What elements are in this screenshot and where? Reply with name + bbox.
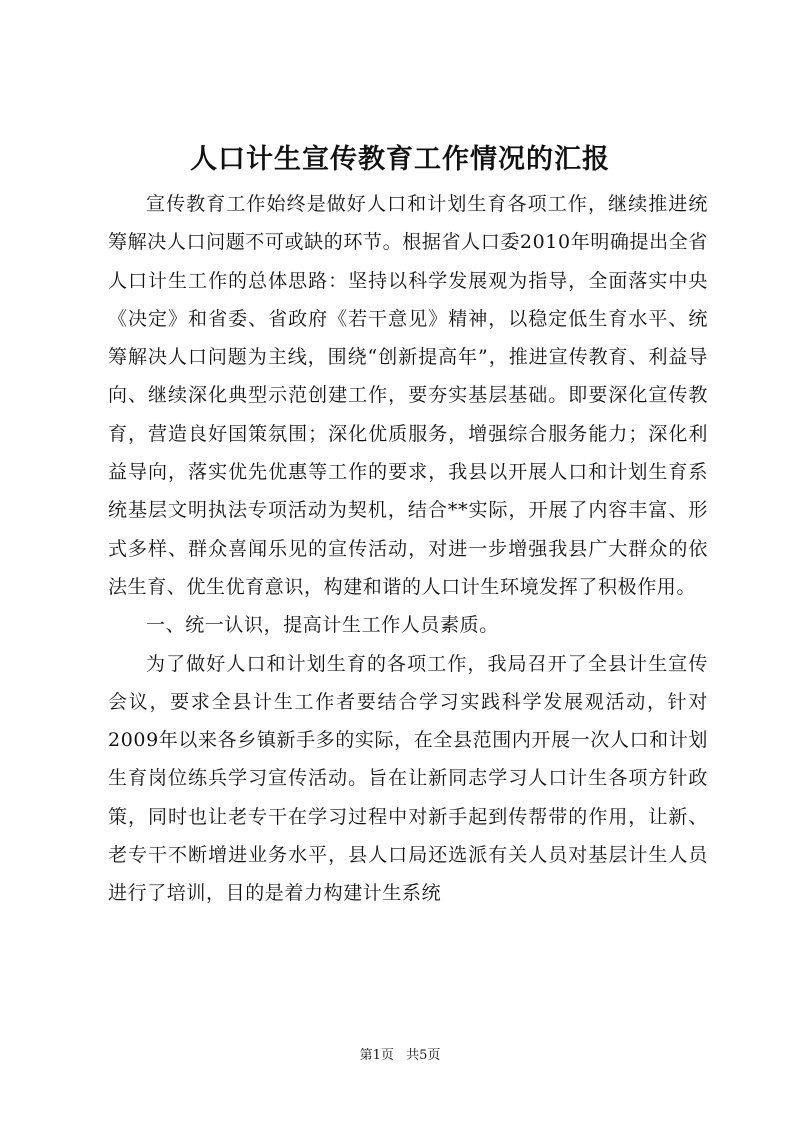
page-number: 第1页 bbox=[359, 1048, 394, 1063]
document-title: 人口计生宣传教育工作情况的汇报 bbox=[190, 144, 610, 175]
document-body bbox=[108, 185, 708, 913]
section-heading-1: 一、统一认识，提高计生工作人员素质。 bbox=[146, 614, 499, 637]
page-footer bbox=[0, 1047, 800, 1065]
page-total: 共5页 bbox=[406, 1048, 441, 1063]
paragraph-section-1: 为了做好人口和计划生育的各项工作，我局召开了全县计生宣传会议，要求全县计生工作者要结合学习实践科学发展观活动，针对2009年以来各乡镇新手多的实际，在全县范围内开展一次人口和计划生育岗位练兵学习宣传活动。旨在让新同志学习人口计生各项方针政策，同时也让老专干在学习过程中对新手起到传帮带的作用，让新、老专干不断增进业务水平，县人口局还选派有关人员对基层计生人员进行了培训，目的是着力构建计生系统 bbox=[108, 652, 708, 905]
paragraph-intro: 宣传教育工作始终是做好人口和计划生育各项工作，继续推进统筹解决人口问题不可或缺的环节。根据省人口委2010年明确提出全省人口计生工作的总体思路：坚持以科学发展观为指导，全面落实中央《决定》和省委、省政府《若干意见》精神，以稳定低生育水平、统筹解决人口问题为主线，围绕“创新提高年”，推进宣传教育、利益导向、继续深化典型示范创建工作，要夯实基层基础。即要深化宣传教育，营造良好国策氛围；深化优质服务，增强综合服务能力；深化利益导向，落实优先优惠等工作的要求，我县以开展人口和计划生育系统基层文明执法专项活动为契机，结合**实际，开展了内容丰富、形式多样、群众喜闻乐见的宣传活动，对进一步增强我县广大群众的依法生育、优生优育意识，构建和谐的人口计生环境发挥了积极作用。 bbox=[108, 193, 708, 598]
